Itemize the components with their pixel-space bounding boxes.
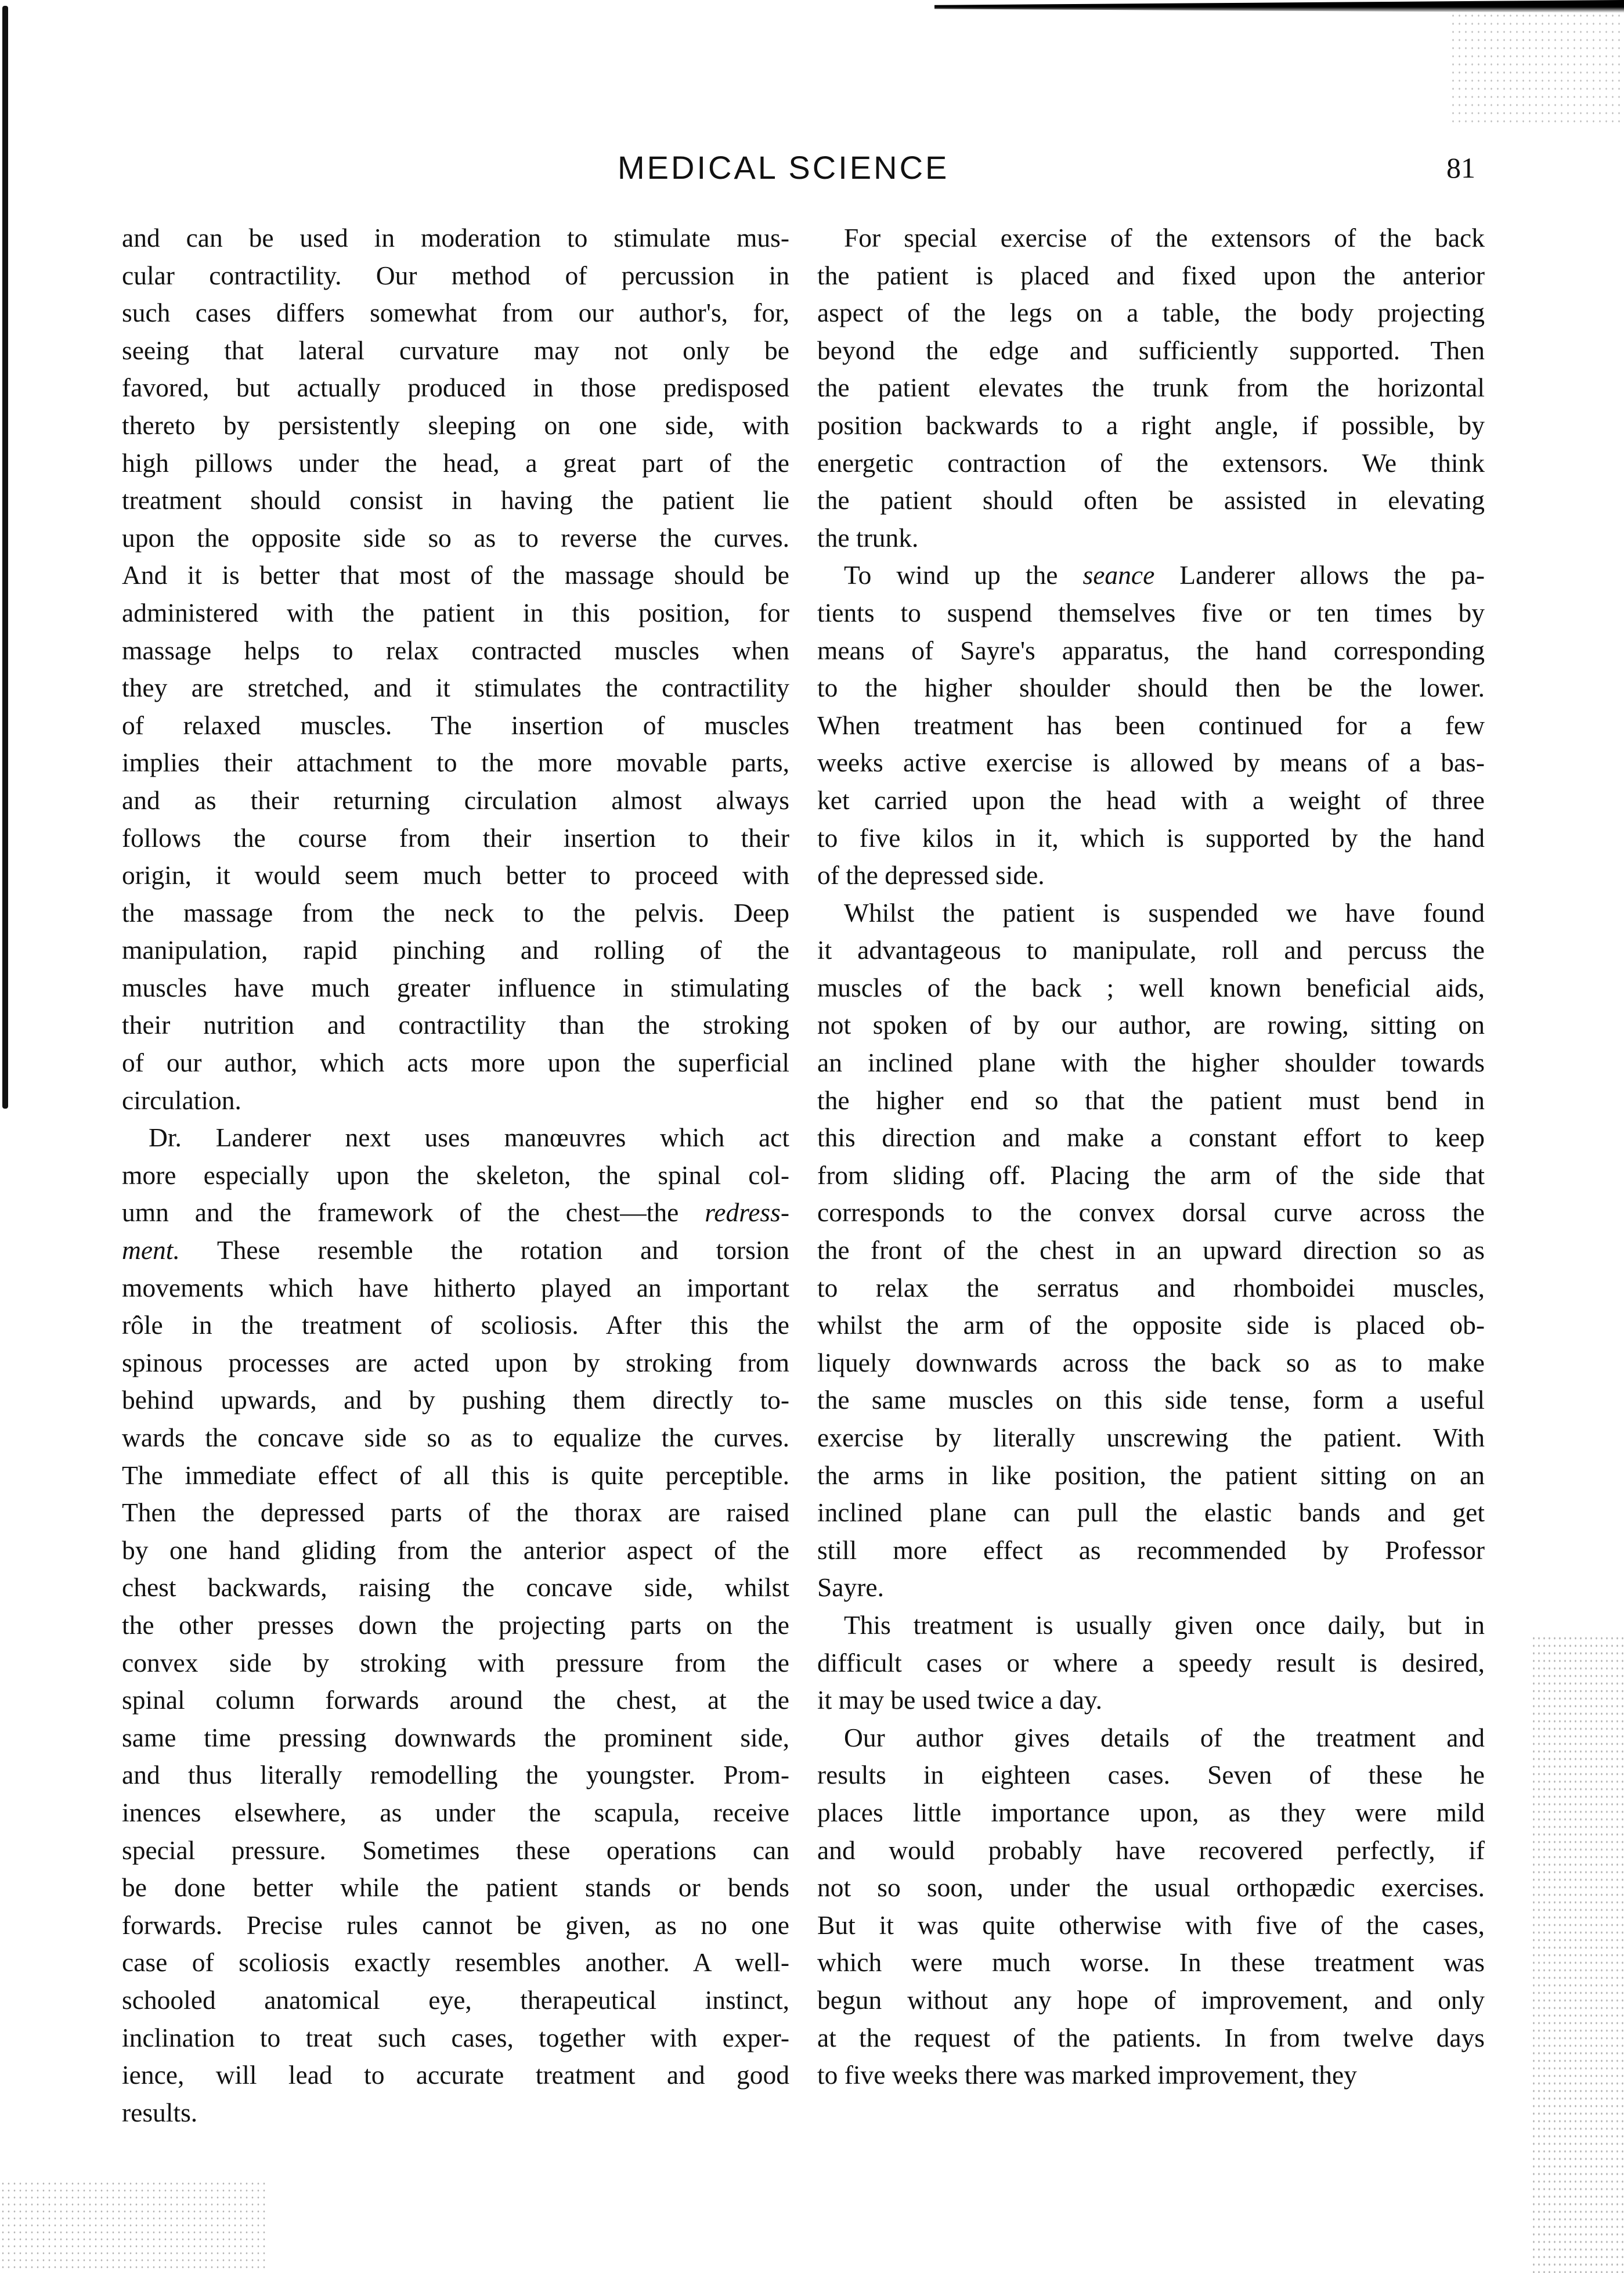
text-line: still more effect as recommended by Professor bbox=[817, 1535, 1485, 1565]
text-line: difficult cases or where a speedy result is desired, bbox=[817, 1647, 1485, 1677]
text-line: Sayre. bbox=[817, 1572, 884, 1603]
text-line: it may be used twice a day. bbox=[817, 1685, 1103, 1715]
paragraph bbox=[817, 1607, 1485, 1719]
text-line: their nutrition and contractility than the stroking bbox=[122, 1010, 789, 1040]
text-line: When treatment has been continued for a few bbox=[817, 710, 1485, 740]
text-line: forwards. Precise rules cannot be given, as no one bbox=[122, 1910, 789, 1940]
paragraph bbox=[122, 1119, 789, 2131]
text-line: For special exercise of the extensors of the back bbox=[844, 223, 1485, 252]
text-line: spinal column forwards around the chest, at the bbox=[122, 1685, 789, 1715]
text-line: energetic contraction of the extensors. We think bbox=[817, 448, 1485, 478]
paragraph bbox=[122, 219, 789, 1119]
text-line: beyond the edge and sufficiently supported. Then bbox=[817, 335, 1485, 365]
text-line: the front of the chest in an upward direction so as bbox=[817, 1235, 1485, 1265]
text-line: an inclined plane with the higher shoulder towards bbox=[817, 1048, 1485, 1078]
text-line: circulation. bbox=[122, 1085, 241, 1115]
text-line: Our author gives details of the treatment and bbox=[844, 1722, 1485, 1752]
text-line: favored, but actually produced in those predisposed bbox=[122, 373, 789, 403]
text-line: corresponds to the convex dorsal curve across the bbox=[817, 1197, 1485, 1228]
text-line: movements which have hitherto played an important bbox=[122, 1272, 789, 1303]
paragraph bbox=[817, 557, 1485, 894]
text-line: liquely downwards across the back so as to make bbox=[817, 1347, 1485, 1377]
text-line: wards the concave side so as to equalize the curves. bbox=[122, 1423, 789, 1452]
text-line: the other presses down the projecting parts on the bbox=[122, 1610, 789, 1640]
text-line: The immediate effect of all this is quite perceptible. bbox=[122, 1460, 789, 1490]
text-line: the higher end so that the patient must bend in bbox=[817, 1085, 1485, 1115]
text-line: the patient should often be assisted in elevating bbox=[817, 485, 1485, 515]
text-line: seeing that lateral curvature may not only be bbox=[122, 335, 789, 365]
text-line: to the higher shoulder should then be the lower. bbox=[817, 673, 1485, 703]
scan-speckle-bottom-left bbox=[0, 2180, 267, 2273]
text-line: be done better while the patient stands or bends bbox=[122, 1872, 789, 1903]
italic-term: seance bbox=[1082, 560, 1155, 590]
text-line: means of Sayre's apparatus, the hand corresponding bbox=[817, 635, 1485, 665]
text-line: the same muscles on this side tense, form a useful bbox=[817, 1385, 1485, 1415]
text-line: and thus literally remodelling the youngster. Prom- bbox=[122, 1760, 789, 1790]
text-line: muscles of the back ; well known beneficial aids, bbox=[817, 972, 1485, 1002]
text-line: spinous processes are acted upon by stroking from bbox=[122, 1347, 789, 1377]
text-line: case of scoliosis exactly resembles another. A well- bbox=[122, 1947, 789, 1978]
paragraph bbox=[817, 219, 1485, 557]
text-line: inences elsewhere, as under the scapula, receive bbox=[122, 1797, 789, 1827]
text-line: inclined plane can pull the elastic bands and get bbox=[817, 1498, 1485, 1528]
text-line: the arms in like position, the patient sitting on an bbox=[817, 1460, 1485, 1490]
italic-term: redress- bbox=[705, 1197, 789, 1228]
text-line: which were much worse. In these treatment was bbox=[817, 1947, 1485, 1978]
scan-speckle-top-right bbox=[1450, 12, 1624, 128]
text-line: administered with the patient in this position, for bbox=[122, 597, 789, 627]
text-line: the trunk. bbox=[817, 522, 919, 553]
text-line: And it is better that most of the massage should be bbox=[122, 560, 789, 590]
text-line: behind upwards, and by pushing them directly to- bbox=[122, 1385, 789, 1415]
text-line: it advantageous to manipulate, roll and percuss the bbox=[817, 935, 1485, 965]
text-line: and as their returning circulation almost always bbox=[122, 785, 789, 815]
text-line: not so soon, under the usual orthopædic exercises. bbox=[817, 1872, 1485, 1903]
text-line: ket carried upon the head with a weight of three bbox=[817, 785, 1485, 815]
text-line: this direction and make a constant effort to keep bbox=[817, 1123, 1485, 1153]
scan-speckle-bottom-right bbox=[1531, 1635, 1624, 2273]
text-line: ience, will lead to accurate treatment and good bbox=[122, 2060, 789, 2090]
text-line: upon the opposite side so as to reverse the curves. bbox=[122, 522, 789, 553]
text-line: at the request of the patients. In from twelve days bbox=[817, 2022, 1485, 2052]
text-line: such cases differs somewhat from our author's, for, bbox=[122, 298, 789, 328]
text-line: from sliding off. Placing the arm of the side that bbox=[817, 1160, 1485, 1190]
text-line: umn and the framework of the chest—the redress- bbox=[122, 1197, 789, 1228]
text-line: of relaxed muscles. The insertion of muscles bbox=[122, 710, 789, 740]
text-line: ment. These resemble the rotation and torsion bbox=[122, 1235, 789, 1265]
text-line: whilst the arm of the opposite side is placed ob- bbox=[817, 1310, 1485, 1340]
text-line: the massage from the neck to the pelvis. Deep bbox=[122, 897, 789, 928]
text-line: manipulation, rapid pinching and rolling of the bbox=[122, 935, 789, 965]
text-line: treatment should consist in having the patient lie bbox=[122, 485, 789, 515]
scan-edge-shadow-top bbox=[934, 0, 1624, 13]
text-line: results. bbox=[122, 2097, 198, 2127]
text-line: But it was quite otherwise with five of the cases, bbox=[817, 1910, 1485, 1940]
text-line: Then the depressed parts of the thorax are raised bbox=[122, 1498, 789, 1528]
text-line: and would probably have recovered perfectly, if bbox=[817, 1835, 1485, 1865]
text-line: special pressure. Sometimes these operations can bbox=[122, 1835, 789, 1865]
text-line: the patient elevates the trunk from the horizontal bbox=[817, 373, 1485, 403]
text-line: origin, it would seem much better to proceed with bbox=[122, 860, 789, 890]
text-line: Dr. Landerer next uses manœuvres which act bbox=[149, 1123, 789, 1153]
right-text-column bbox=[817, 219, 1485, 2094]
text-line: aspect of the legs on a table, the body projecting bbox=[817, 298, 1485, 328]
text-line: same time pressing downwards the prominent side, bbox=[122, 1722, 789, 1752]
text-line: thereto by persistently sleeping on one side, with bbox=[122, 410, 789, 440]
text-line: implies their attachment to the more movable parts, bbox=[122, 748, 789, 778]
running-head bbox=[0, 149, 1624, 189]
text-line: tients to suspend themselves five or ten times by bbox=[817, 597, 1485, 627]
text-line: schooled anatomical eye, therapeutical instinct, bbox=[122, 1985, 789, 2015]
text-line: not spoken of by our author, are rowing, sitting on bbox=[817, 1010, 1485, 1040]
text-line: massage helps to relax contracted muscles when bbox=[122, 635, 789, 665]
text-line: to relax the serratus and rhomboidei muscles, bbox=[817, 1272, 1485, 1303]
text-line: To wind up the seance Landerer allows the pa- bbox=[844, 560, 1485, 590]
text-line: high pillows under the head, a great part of the bbox=[122, 448, 789, 478]
text-line: places little importance upon, as they were mild bbox=[817, 1797, 1485, 1827]
text-line: muscles have much greater influence in stimulating bbox=[122, 972, 789, 1002]
text-line: and can be used in moderation to stimulate mus- bbox=[122, 223, 789, 252]
text-line: This treatment is usually given once daily, but in bbox=[844, 1610, 1485, 1640]
running-title: MEDICAL SCIENCE bbox=[618, 149, 950, 186]
text-line: Whilst the patient is suspended we have found bbox=[844, 897, 1485, 928]
text-line: of our author, which acts more upon the superficial bbox=[122, 1048, 789, 1078]
text-line: rôle in the treatment of scoliosis. After this the bbox=[122, 1310, 789, 1340]
paragraph bbox=[817, 1719, 1485, 2094]
text-line: begun without any hope of improvement, and only bbox=[817, 1985, 1485, 2015]
text-line: to five weeks there was marked improvement, they bbox=[817, 2060, 1357, 2090]
text-line: follows the course from their insertion to their bbox=[122, 822, 789, 853]
text-line: they are stretched, and it stimulates the contractility bbox=[122, 673, 789, 703]
paragraph bbox=[817, 894, 1485, 1607]
text-line: by one hand gliding from the anterior aspect of the bbox=[122, 1535, 789, 1565]
text-line: more especially upon the skeleton, the spinal col- bbox=[122, 1160, 789, 1190]
italic-term: ment. bbox=[122, 1235, 180, 1265]
text-line: exercise by literally unscrewing the patient. With bbox=[817, 1423, 1485, 1452]
text-line: to five kilos in it, which is supported by the hand bbox=[817, 822, 1485, 853]
text-line: weeks active exercise is allowed by means of a bas- bbox=[817, 748, 1485, 778]
text-line: results in eighteen cases. Seven of these he bbox=[817, 1760, 1485, 1790]
text-line: of the depressed side. bbox=[817, 860, 1045, 890]
text-line: inclination to treat such cases, together with exper- bbox=[122, 2022, 789, 2052]
text-line: convex side by stroking with pressure from the bbox=[122, 1647, 789, 1677]
text-line: the patient is placed and fixed upon the anterior bbox=[817, 260, 1485, 290]
left-text-column bbox=[122, 219, 789, 2131]
text-line: position backwards to a right angle, if possible, by bbox=[817, 410, 1485, 440]
text-line: chest backwards, raising the concave side, whilst bbox=[122, 1572, 789, 1603]
page-number: 81 bbox=[1446, 151, 1475, 184]
text-line: cular contractility. Our method of percussion in bbox=[122, 260, 789, 290]
